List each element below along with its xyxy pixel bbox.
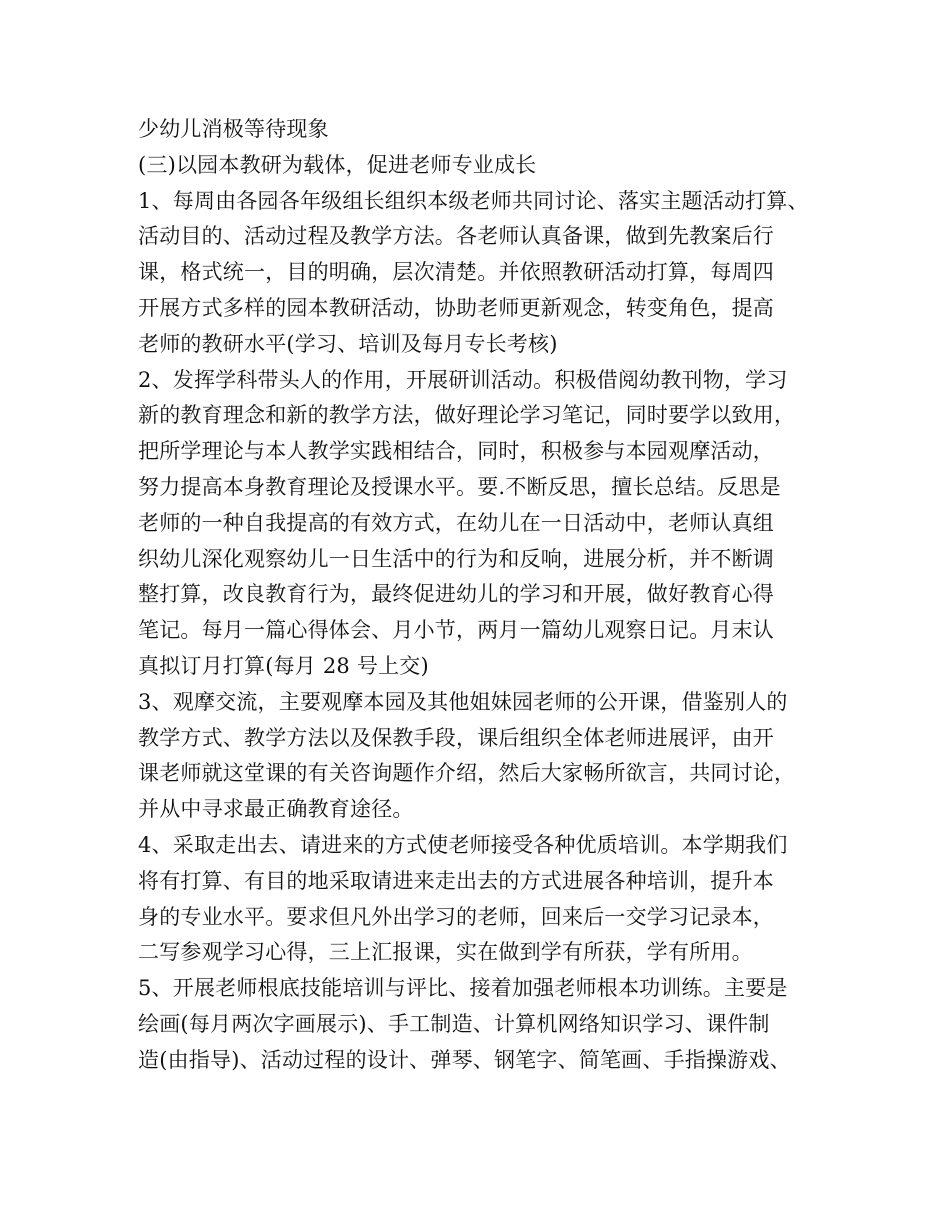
text-line: 把所学理论与本人教学实践相结合，同时，积极参与本园观摩活动， bbox=[138, 439, 774, 464]
text-line: 3、观摩交流，主要观摩本园及其他姐妹园老师的公开课，借鉴别人的 bbox=[138, 689, 788, 714]
text-line: 老师的教研水平(学习、培训及每月专长考核) bbox=[138, 331, 558, 356]
text-line: 真拟订月打算(每月 28 号上交) bbox=[138, 653, 429, 678]
text-line: 二写参观学习心得，三上汇报课，实在做到学有所获，学有所用。 bbox=[138, 940, 753, 965]
text-line: 活动目的、活动过程及教学方法。各老师认真备课，做到先教案后行 bbox=[138, 224, 774, 249]
text-line: 老师的一种自我提高的有效方式，在幼儿在一日活动中，老师认真组 bbox=[138, 510, 774, 535]
text-line: 5、开展老师根底技能培训与评比、接着加强老师根本功训练。主要是 bbox=[138, 976, 788, 1001]
text-line: 1、每周由各园各年级组长组织本级老师共同讨论、落实主题活动打算、 bbox=[138, 188, 809, 213]
text-line: 织幼儿深化观察幼儿一日生活中的行为和反响，进展分析，并不断调 bbox=[138, 546, 774, 571]
text-line: 造(由指导)、活动过程的设计、弹琴、钢笔字、简笔画、手指操游戏、 bbox=[138, 1047, 791, 1072]
text-line: 新的教育理念和新的教学方法，做好理论学习笔记，同时要学以致用， bbox=[138, 403, 796, 428]
text-line: 4、采取走出去、请进来的方式使老师接受各种优质培训。本学期我们 bbox=[138, 832, 788, 857]
text-line: 教学方式、教学方法以及保教手段，课后组织全体老师进展评，由开 bbox=[138, 725, 774, 750]
text-line: 整打算，改良教育行为，最终促进幼儿的学习和开展，做好教育心得 bbox=[138, 582, 774, 607]
text-line: 开展方式多样的园本教研活动，协助老师更新观念，转变角色，提高 bbox=[138, 295, 774, 320]
text-line: 并从中寻求最正确教育途径。 bbox=[138, 797, 414, 822]
text-line: 努力提高本身教育理论及授课水平。要.不断反思，擅长总结。反思是 bbox=[138, 474, 781, 499]
text-line: 2、发挥学科带头人的作用，开展研训活动。积极借阅幼教刊物，学习 bbox=[138, 367, 788, 392]
text-line: 笔记。每月一篇心得体会、月小节，两月一篇幼儿观察日记。月末认 bbox=[138, 618, 774, 643]
text-line: 少幼儿消极等待现象 bbox=[138, 117, 329, 141]
text-line: 绘画(每月两次字画展示)、手工制造、计算机网络知识学习、课件制 bbox=[138, 1011, 770, 1036]
text-line: 身的专业水平。要求但凡外出学习的老师，回来后一交学习记录本， bbox=[138, 904, 774, 929]
section-heading: (三)以园本教研为载体，促进老师专业成长 bbox=[138, 152, 537, 177]
document-body bbox=[138, 112, 828, 1079]
text-line: 课，格式统一，目的明确，层次清楚。并依照教研活动打算，每周四 bbox=[138, 260, 774, 285]
text-line: 课老师就这堂课的有关咨询题作介绍，然后大家畅所欲言，共同讨论， bbox=[138, 761, 796, 786]
text-line: 将有打算、有目的地采取请进来走出去的方式进展各种培训，提升本 bbox=[138, 868, 774, 893]
